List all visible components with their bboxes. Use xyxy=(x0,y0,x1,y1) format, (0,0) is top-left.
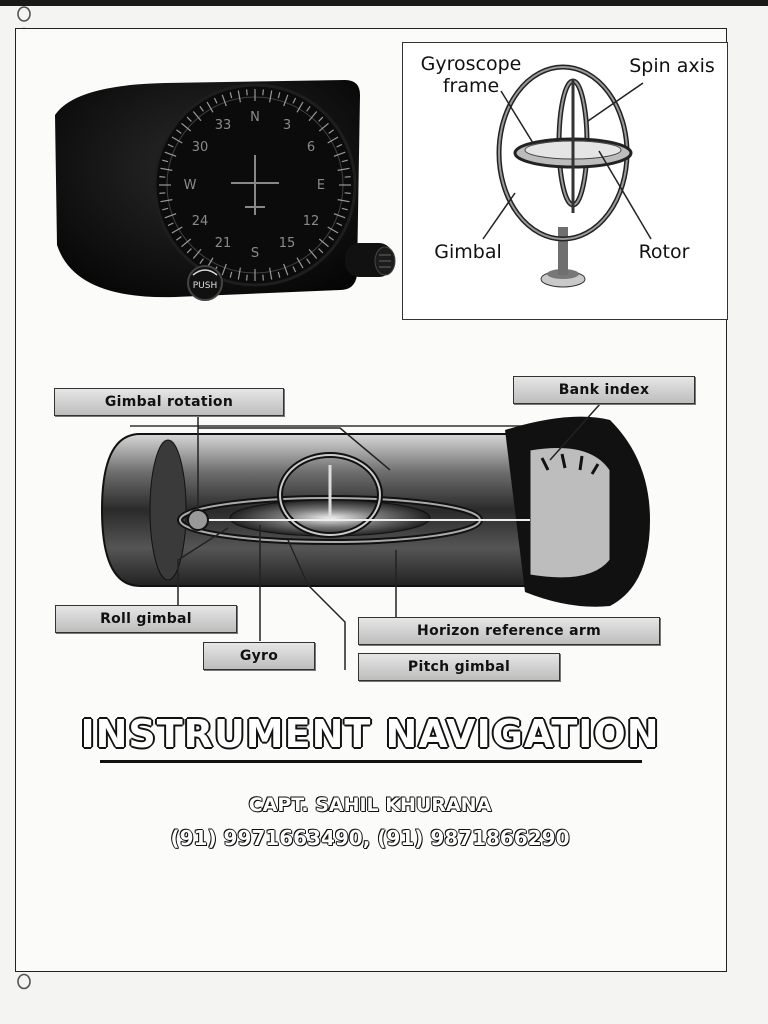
author-name: CAPT. SAHIL KHURANA xyxy=(248,794,492,816)
dial-letter: 12 xyxy=(302,214,320,229)
callout-gyro: Gyro xyxy=(203,642,315,670)
gyro-label-frame-line2: frame xyxy=(442,75,500,97)
gyro-label-frame xyxy=(411,53,531,97)
gyro-label-gimbal: Gimbal xyxy=(434,241,502,263)
dial-letter: W xyxy=(183,178,197,193)
callout-gimbal-rotation: Gimbal rotation xyxy=(54,388,284,416)
title-underline xyxy=(100,760,642,763)
callout-horizon-reference-arm: Horizon reference arm xyxy=(358,617,660,645)
callout-pitch-gimbal: Pitch gimbal xyxy=(358,653,560,681)
push-knob-label: PUSH xyxy=(192,281,218,291)
dial-letter: 6 xyxy=(306,140,316,155)
gyro-label-frame-line1: Gyroscope xyxy=(420,53,522,75)
gyro-label-rotor: Rotor xyxy=(638,241,690,263)
dial-letter: 15 xyxy=(278,236,296,251)
callout-bank-index: Bank index xyxy=(513,376,695,404)
heading-indicator-image xyxy=(45,75,405,305)
document-title: INSTRUMENT NAVIGATION xyxy=(80,712,660,756)
dial-letter: 24 xyxy=(191,214,209,229)
contact-phones: (91) 9971663490, (91) 9871866290 xyxy=(170,826,570,850)
dial-letter: 3 xyxy=(282,118,292,133)
dial-letter: 33 xyxy=(214,118,232,133)
dial-letter: 21 xyxy=(214,236,232,251)
dial-letter: N xyxy=(250,110,260,125)
gyro-label-spin-axis: Spin axis xyxy=(629,55,715,77)
gyroscope-diagram xyxy=(402,42,728,320)
dial-letter: S xyxy=(250,246,260,261)
dial-letter: 30 xyxy=(191,140,209,155)
dial-letter: E xyxy=(316,178,326,193)
scan-top-edge xyxy=(0,0,768,6)
callout-roll-gimbal: Roll gimbal xyxy=(55,605,237,633)
